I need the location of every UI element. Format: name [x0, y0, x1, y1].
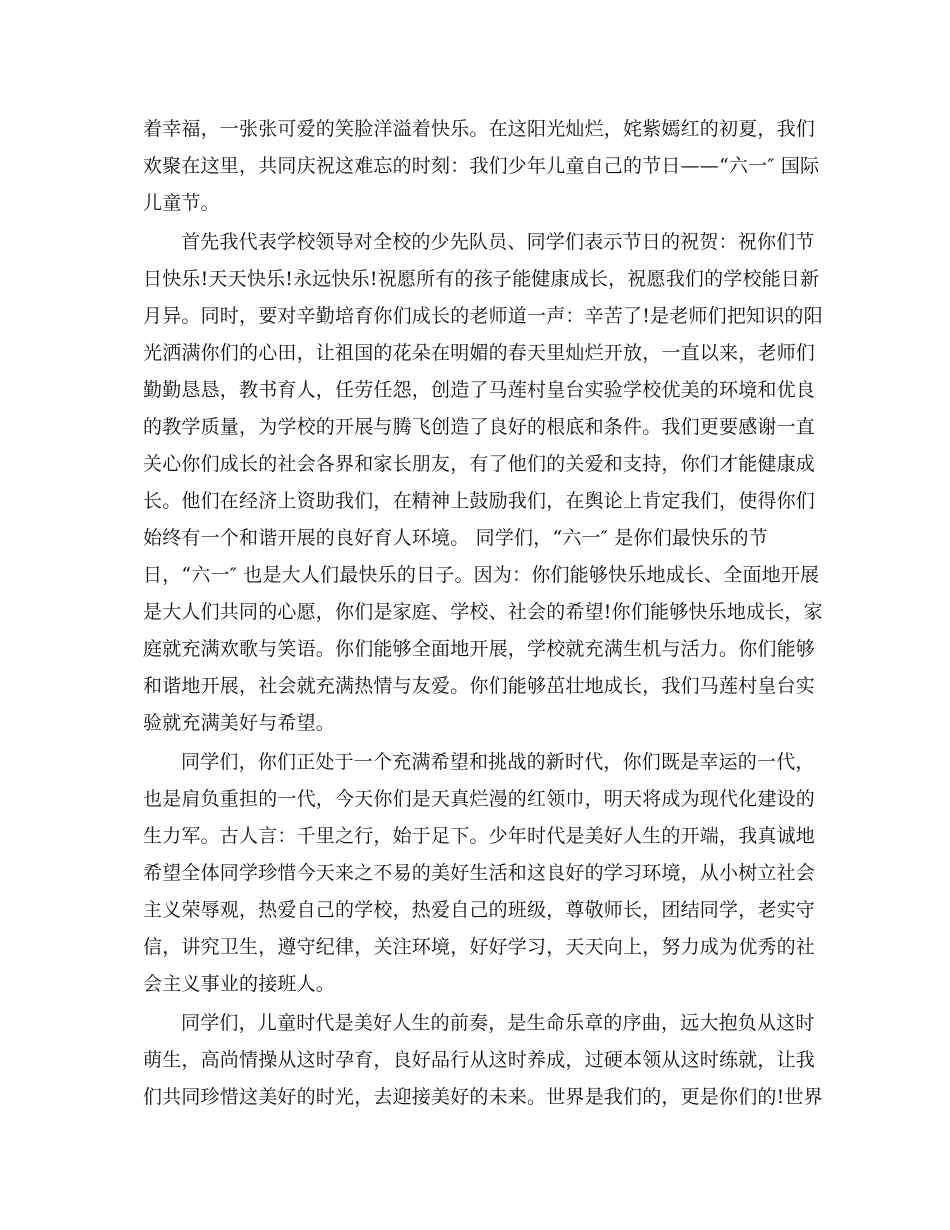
text-line: 们共同珍惜这美好的时光，去迎接美好的未来。世界是我们的，更是你们的!世界 [143, 1086, 823, 1108]
text-line: 日快乐!天天快乐!永远快乐!祝愿所有的孩子能健康成长，祝愿我们的学校能日新 [143, 268, 820, 290]
text-line: 生力军。古人言：千里之行，始于足下。少年时代是美好人生的开端，我真诚地 [143, 825, 816, 847]
paragraph-start-line: 首先我代表学校领导对全校的少先队员、同学们表示节日的祝贺：祝你们节 [181, 231, 815, 253]
text-line: 着幸福，一张张可爱的笑脸洋溢着快乐。在这阳光灿烂，姹紫嫣红的初夏，我们 [143, 118, 816, 140]
text-line: 的教学质量，为学校的开展与腾飞创造了良好的根底和条件。我们更要感谢一直 [143, 416, 816, 438]
text-line: 儿童节。 [143, 192, 220, 214]
text-line: 光洒满你们的心田，让祖国的花朵在明媚的春天里灿烂开放，一直以来，老师们 [143, 342, 816, 364]
text-line: 和谐地开展，社会就充满热情与友爱。你们能够茁壮地成长，我们马莲村皇台实 [143, 675, 816, 697]
paragraph-start-line: 同学们，你们正处于一个充满希望和挑战的新时代，你们既是幸运的一代， [181, 751, 815, 773]
text-line: 勤勤恳恳，教书育人，任劳任怨，创造了马莲村皇台实验学校优美的环境和优良 [143, 379, 816, 401]
text-line: 月异。同时，要对辛勤培育你们成长的老师道一声：辛苦了!是老师们把知识的阳 [143, 305, 823, 327]
paragraph-start-line: 同学们，儿童时代是美好人生的前奏，是生命乐章的序曲，远大抱负从这时 [181, 1012, 815, 1034]
text-line: 希望全体同学珍惜今天来之不易的美好生活和这良好的学习环境，从小树立社会 [143, 862, 816, 884]
text-line: 也是肩负重担的一代，今天你们是天真烂漫的红领巾，明天将成为现代化建设的 [143, 788, 816, 810]
text-line: 萌生，高尚情操从这时孕育，良好品行从这时养成，过硬本领从这时练就，让我 [143, 1049, 816, 1071]
text-line: 庭就充满欢歌与笑语。你们能够全面地开展，学校就充满生机与活力。你们能够 [143, 638, 816, 660]
text-line: 会主义事业的接班人。 [143, 973, 336, 995]
text-line: 日，“六一″ 也是大人们最快乐的日子。因为：你们能够快乐地成长、全面地开展 [143, 564, 820, 586]
text-line: 信，讲究卫生，遵守纪律，关注环境，好好学习，天天向上，努力成为优秀的社 [143, 936, 816, 958]
text-line: 是大人们共同的心愿，你们是家庭、学校、社会的希望!你们能够快乐地成长，家 [143, 601, 823, 623]
text-line: 欢聚在这里，共同庆祝这难忘的时刻：我们少年儿童自己的节日——“六一″ 国际 [143, 155, 820, 177]
text-line: 关心你们成长的社会各界和家长朋友，有了他们的关爱和支持，你们才能健康成 [143, 453, 816, 475]
text-line: 始终有一个和谐开展的良好育人环境。 同学们，“六一″ 是你们最快乐的节 [143, 527, 768, 549]
text-line: 长。他们在经济上资助我们，在精神上鼓励我们，在舆论上肯定我们，使得你们 [143, 490, 816, 512]
text-line: 验就充满美好与希望。 [143, 712, 336, 734]
text-line: 主义荣辱观，热爱自己的学校，热爱自己的班级，尊敬师长，团结同学，老实守 [143, 899, 816, 921]
